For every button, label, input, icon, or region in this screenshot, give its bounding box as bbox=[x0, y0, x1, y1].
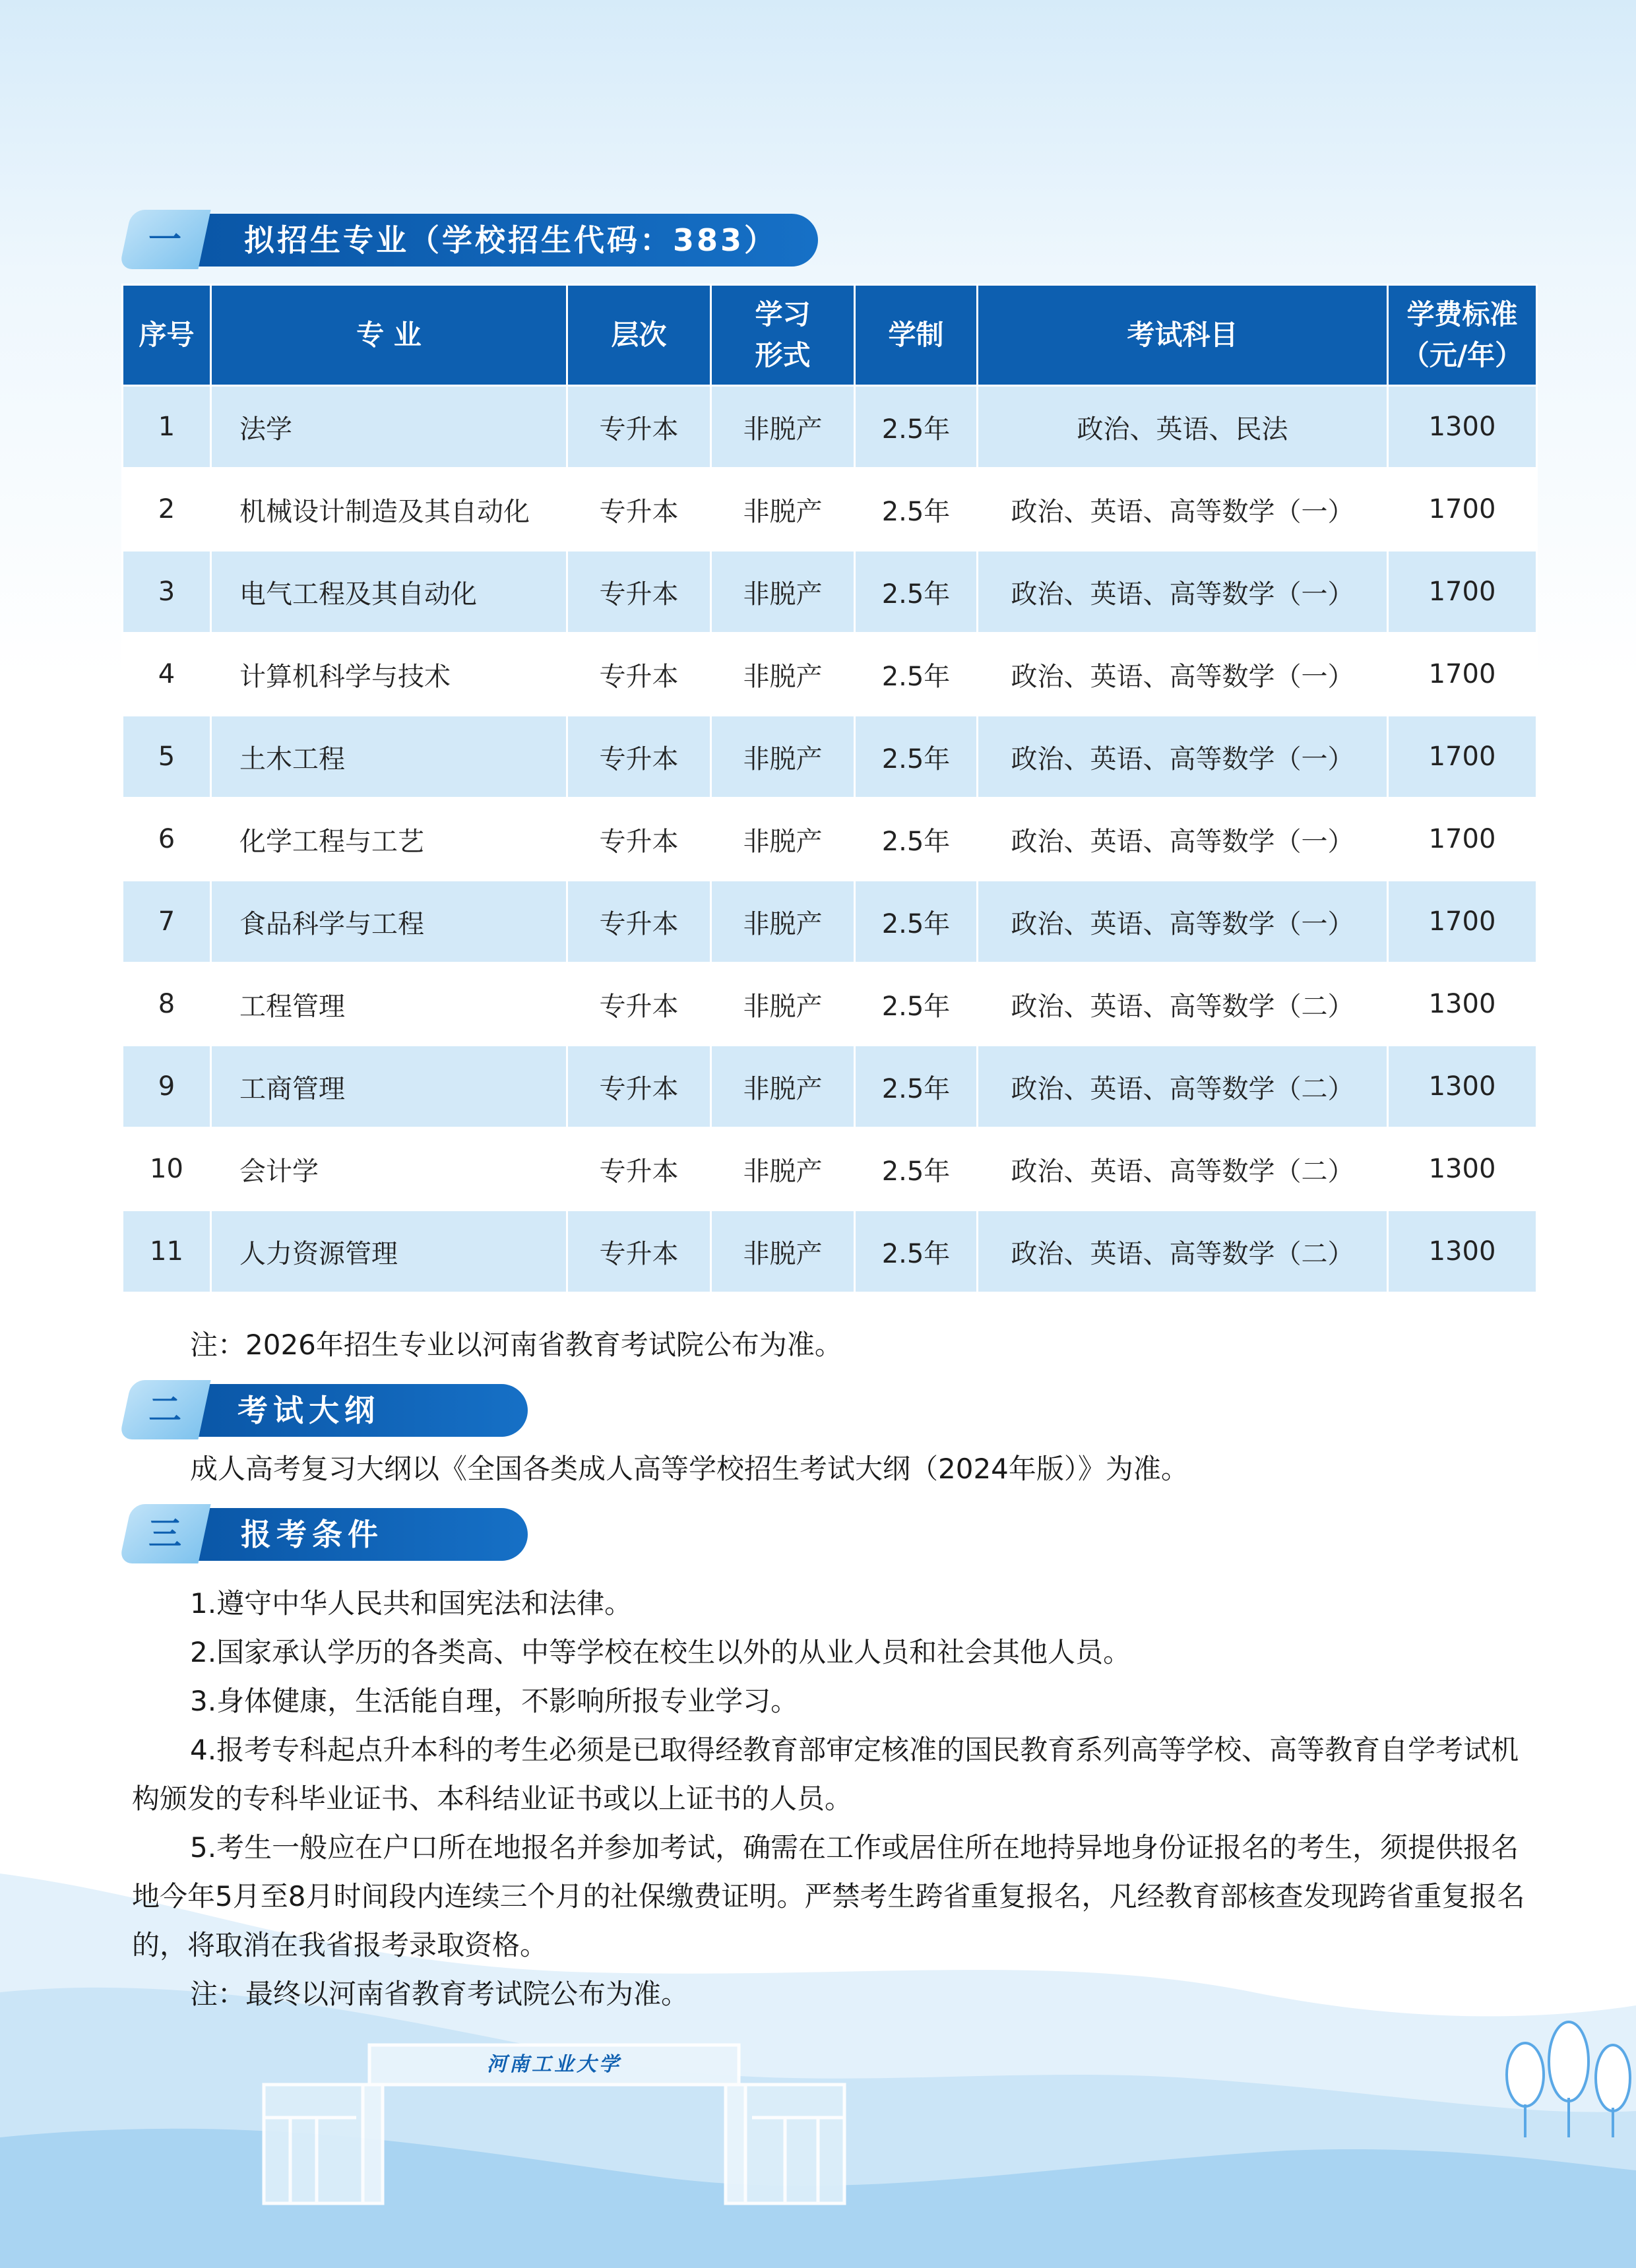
cell-index: 11 bbox=[123, 1211, 211, 1293]
cell-index: 1 bbox=[123, 386, 211, 468]
table-header-row bbox=[123, 285, 1537, 386]
cell-exam-subjects: 政治、英语、高等数学（二） bbox=[978, 1046, 1388, 1128]
table-row bbox=[123, 798, 1537, 881]
cell-exam-subjects: 政治、英语、高等数学（一） bbox=[978, 468, 1388, 551]
cell-level: 专升本 bbox=[567, 963, 711, 1046]
condition-item: 4.报考专科起点升本科的考生必须是已取得经教育部审定核准的国民教育系列高等学校、高等教育自学考试机构颁发的专科毕业证书、本科结业证书或以上证书的人员。 bbox=[132, 1734, 1519, 1815]
cell-level: 专升本 bbox=[567, 1211, 711, 1293]
section-title: 考试大纲 bbox=[237, 1393, 380, 1428]
cell-exam-subjects: 政治、英语、高等数学（一） bbox=[978, 881, 1388, 963]
syllabus-text: 成人高考复习大纲以《全国各类成人高等学校招生考试大纲（2024年版）》为准。 bbox=[190, 1453, 1189, 1485]
cell-index: 6 bbox=[123, 798, 211, 881]
cell-tuition: 1700 bbox=[1388, 551, 1537, 633]
cell-duration: 2.5年 bbox=[855, 1128, 978, 1211]
section-number: 三 bbox=[148, 1515, 181, 1553]
cell-index: 2 bbox=[123, 468, 211, 551]
cell-duration: 2.5年 bbox=[855, 881, 978, 963]
cell-index: 10 bbox=[123, 1128, 211, 1211]
cell-tuition: 1300 bbox=[1388, 386, 1537, 468]
header-index: 序号 bbox=[123, 285, 211, 386]
table-body bbox=[123, 386, 1537, 1293]
majors-table bbox=[121, 284, 1538, 1294]
cell-tuition: 1700 bbox=[1388, 716, 1537, 798]
cell-index: 9 bbox=[123, 1046, 211, 1128]
cell-tuition: 1700 bbox=[1388, 798, 1537, 881]
table-row bbox=[123, 716, 1537, 798]
section-title: 拟招生专业（学校招生代码：383） bbox=[244, 222, 778, 258]
cell-level: 专升本 bbox=[567, 716, 711, 798]
condition-item: 3.身体健康，生活能自理，不影响所报专业学习。 bbox=[190, 1685, 799, 1717]
table-row bbox=[123, 963, 1537, 1046]
header-study-mode: 学习 形式 bbox=[711, 285, 855, 386]
cell-study-mode: 非脱产 bbox=[711, 798, 855, 881]
cell-duration: 2.5年 bbox=[855, 1046, 978, 1128]
cell-tuition: 1700 bbox=[1388, 633, 1537, 716]
cell-tuition: 1300 bbox=[1388, 963, 1537, 1046]
cell-major: 计算机科学与技术 bbox=[211, 633, 567, 716]
section-header-3 bbox=[125, 1504, 534, 1563]
table-row bbox=[123, 633, 1537, 716]
cell-duration: 2.5年 bbox=[855, 386, 978, 468]
cell-study-mode: 非脱产 bbox=[711, 551, 855, 633]
section-header-2 bbox=[125, 1380, 534, 1439]
cell-index: 4 bbox=[123, 633, 211, 716]
final-note: 注：最终以河南省教育考试院公布为准。 bbox=[190, 1978, 689, 2010]
cell-study-mode: 非脱产 bbox=[711, 1128, 855, 1211]
table-row bbox=[123, 386, 1537, 468]
cell-exam-subjects: 政治、英语、民法 bbox=[978, 386, 1388, 468]
cell-level: 专升本 bbox=[567, 881, 711, 963]
cell-index: 8 bbox=[123, 963, 211, 1046]
cell-duration: 2.5年 bbox=[855, 963, 978, 1046]
cell-level: 专升本 bbox=[567, 1046, 711, 1128]
header-duration: 学制 bbox=[855, 285, 978, 386]
cell-major: 工商管理 bbox=[211, 1046, 567, 1128]
cell-level: 专升本 bbox=[567, 551, 711, 633]
condition-item: 5.考生一般应在户口所在地报名并参加考试，确需在工作或居住所在地持异地身份证报名的考生，须提供报名地今年5月至8月时间段内连续三个月的社保缴费证明。严禁考生跨省重复报名，凡经教育部核查发现跨省重复报名的，将取消在我省报考录取资格。 bbox=[132, 1831, 1525, 1961]
cell-tuition: 1700 bbox=[1388, 881, 1537, 963]
cell-study-mode: 非脱产 bbox=[711, 1211, 855, 1293]
cell-major: 机械设计制造及其自动化 bbox=[211, 468, 567, 551]
cell-duration: 2.5年 bbox=[855, 633, 978, 716]
cell-study-mode: 非脱产 bbox=[711, 468, 855, 551]
cell-index: 7 bbox=[123, 881, 211, 963]
cell-major: 化学工程与工艺 bbox=[211, 798, 567, 881]
cell-study-mode: 非脱产 bbox=[711, 386, 855, 468]
cell-level: 专升本 bbox=[567, 1128, 711, 1211]
cell-duration: 2.5年 bbox=[855, 468, 978, 551]
cell-level: 专升本 bbox=[567, 468, 711, 551]
cell-index: 5 bbox=[123, 716, 211, 798]
gate-sign: 河南工业大学 bbox=[487, 2053, 621, 2076]
cell-major: 工程管理 bbox=[211, 963, 567, 1046]
cell-exam-subjects: 政治、英语、高等数学（二） bbox=[978, 963, 1388, 1046]
cell-tuition: 1700 bbox=[1388, 468, 1537, 551]
header-tuition: 学费标准 （元/年） bbox=[1388, 285, 1537, 386]
cell-study-mode: 非脱产 bbox=[711, 881, 855, 963]
cell-level: 专升本 bbox=[567, 798, 711, 881]
cell-major: 电气工程及其自动化 bbox=[211, 551, 567, 633]
table-row bbox=[123, 1128, 1537, 1211]
cell-duration: 2.5年 bbox=[855, 716, 978, 798]
cell-level: 专升本 bbox=[567, 386, 711, 468]
cell-major: 食品科学与工程 bbox=[211, 881, 567, 963]
header-major: 专 业 bbox=[211, 285, 567, 386]
cell-study-mode: 非脱产 bbox=[711, 716, 855, 798]
table-row bbox=[123, 1211, 1537, 1293]
section-number: 一 bbox=[148, 220, 181, 259]
cell-duration: 2.5年 bbox=[855, 798, 978, 881]
table-note: 注：2026年招生专业以河南省教育考试院公布为准。 bbox=[190, 1329, 842, 1361]
cell-tuition: 1300 bbox=[1388, 1128, 1537, 1211]
cell-tuition: 1300 bbox=[1388, 1211, 1537, 1293]
cell-level: 专升本 bbox=[567, 633, 711, 716]
cell-duration: 2.5年 bbox=[855, 1211, 978, 1293]
cell-study-mode: 非脱产 bbox=[711, 963, 855, 1046]
cell-exam-subjects: 政治、英语、高等数学（二） bbox=[978, 1128, 1388, 1211]
condition-item: 1.遵守中华人民共和国宪法和法律。 bbox=[190, 1587, 633, 1620]
section-title: 报考条件 bbox=[241, 1517, 383, 1552]
table-row bbox=[123, 881, 1537, 963]
table-row bbox=[123, 468, 1537, 551]
cell-exam-subjects: 政治、英语、高等数学（一） bbox=[978, 798, 1388, 881]
cell-study-mode: 非脱产 bbox=[711, 1046, 855, 1128]
cell-index: 3 bbox=[123, 551, 211, 633]
section-number: 二 bbox=[148, 1391, 181, 1429]
section-header-1 bbox=[125, 210, 818, 269]
cell-major: 人力资源管理 bbox=[211, 1211, 567, 1293]
cell-major: 土木工程 bbox=[211, 716, 567, 798]
table-row bbox=[123, 551, 1537, 633]
cell-tuition: 1300 bbox=[1388, 1046, 1537, 1128]
cell-duration: 2.5年 bbox=[855, 551, 978, 633]
header-level: 层次 bbox=[567, 285, 711, 386]
cell-exam-subjects: 政治、英语、高等数学（一） bbox=[978, 633, 1388, 716]
table-row bbox=[123, 1046, 1537, 1128]
cell-study-mode: 非脱产 bbox=[711, 633, 855, 716]
cell-major: 会计学 bbox=[211, 1128, 567, 1211]
conditions-list bbox=[132, 1579, 1530, 2019]
header-exam-subjects: 考试科目 bbox=[978, 285, 1388, 386]
cell-major: 法学 bbox=[211, 386, 567, 468]
cell-exam-subjects: 政治、英语、高等数学（二） bbox=[978, 1211, 1388, 1293]
condition-item: 2.国家承认学历的各类高、中等学校在校生以外的从业人员和社会其他人员。 bbox=[190, 1636, 1131, 1668]
cell-exam-subjects: 政治、英语、高等数学（一） bbox=[978, 716, 1388, 798]
cell-exam-subjects: 政治、英语、高等数学（一） bbox=[978, 551, 1388, 633]
